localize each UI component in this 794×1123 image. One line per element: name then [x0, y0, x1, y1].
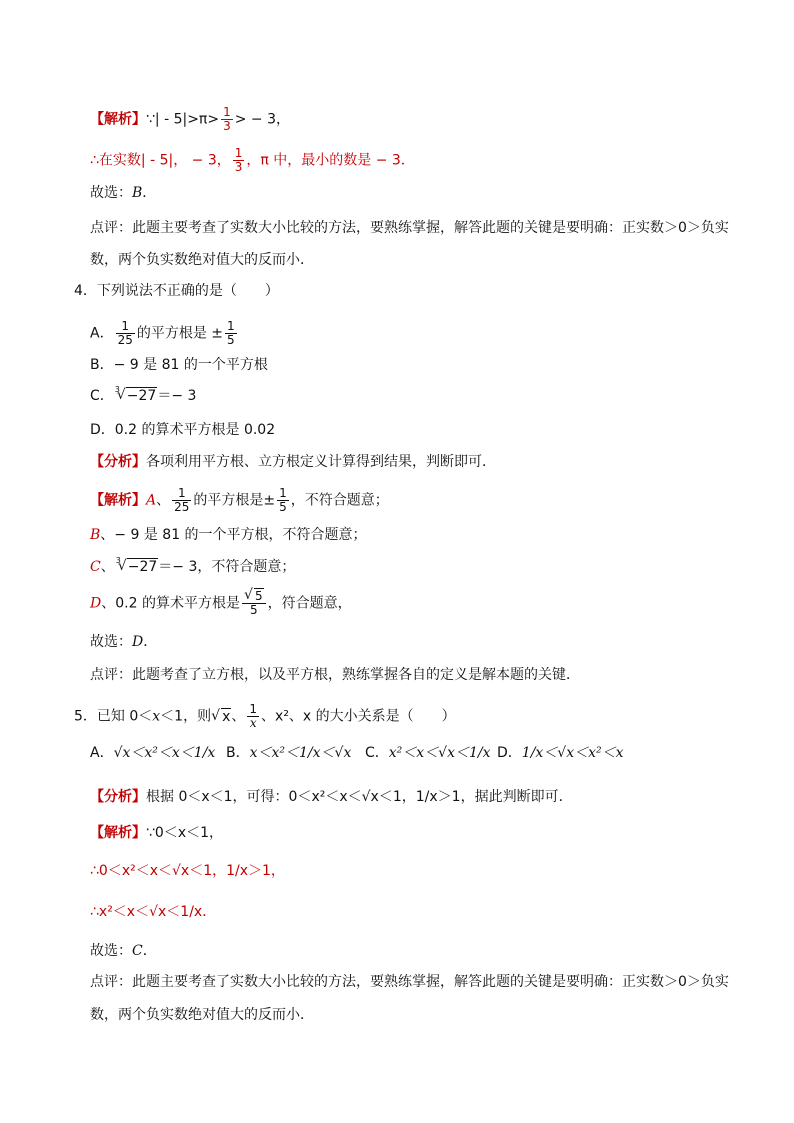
q3-conclusion-fraction: $\frac{1}{3}$ — [234, 146, 243, 174]
q4-comment: 点评：此题考查了立方根，以及平方根，熟练掌握各自的定义是解本题的关键． — [90, 667, 580, 683]
q3-conclusion-part1: ∴在实数| - 5|， − 3， — [90, 152, 231, 169]
q4-answer: 故选：D． — [90, 634, 158, 650]
analysis-tag: 【解析】 — [90, 111, 146, 128]
q4-solution-c: C、 √ 3 −27＝− 3，不符合题意； — [90, 557, 295, 577]
q5-option-b: B．x＜x²＜1/x＜√x — [226, 745, 352, 761]
q5-stem-fraction: $\frac{1}{x}$ — [249, 702, 258, 730]
q4-option-a-fraction2: $\frac{1}{5}$ — [227, 319, 235, 347]
q4-analysis: 【分析】各项利用平方根、立方根定义计算得到结果，判断即可． — [90, 454, 496, 470]
q4-option-a: A． $\frac{1}{25}$ 的平方根是 ± $\frac{1}{5}$ — [90, 319, 235, 347]
cube-root: √ 3 −27 — [115, 557, 159, 577]
q4-option-c: C． √ 3 −27＝− 3 — [90, 386, 196, 406]
q3-conclusion-line — [90, 147, 415, 174]
q3-analysis-fraction: $\frac{1}{3}$ — [223, 105, 231, 133]
q5-option-a: A．√x＜x²＜x＜1/x — [90, 745, 216, 761]
q5-comment-line1: 点评：此题主要考查了实数大小比较的方法，要熟练掌握，解答此题的关键是要明确：正实数＞0＞负实 — [90, 974, 729, 990]
cube-root: √ 3 −27 — [114, 386, 158, 406]
q4-solution-d: D、0.2 的算术平方根是 √ $\frac{5}{5}$ ，符合题意， — [90, 590, 352, 617]
q5-solution-line1: 【解析】∵0＜x＜1， — [90, 825, 224, 841]
q4-solution-a: 【解析】A、 $\frac{1}{25}$ 的平方根是± $\frac{1}{5}$ ，不符合题意； — [90, 486, 389, 514]
sqrt: √ x — [211, 707, 231, 727]
q3-comment-line1: 点评：此题主要考查了实数大小比较的方法，要熟练掌握，解答此题的关键是要明确：正实数＞0＞负实 — [90, 220, 729, 236]
q5-option-d: D．1/x＜√x＜x²＜x — [497, 745, 624, 761]
q5-solution-line3: ∴x²＜x＜√x＜1/x． — [90, 904, 217, 920]
q5-solution-line2: ∴0＜x²＜x＜√x＜1，1/x＞1， — [90, 863, 285, 879]
q5-option-c: C．x²＜x＜√x＜1/x — [365, 745, 491, 761]
q4-solution-a-fraction2: $\frac{1}{5}$ — [279, 486, 287, 514]
q3-analysis-line — [90, 106, 290, 133]
q5-analysis: 【分析】根据 0＜x＜1，可得：0＜x²＜x＜√x＜1，1/x＞1，据此判断即可． — [90, 789, 573, 805]
q3-analysis-part2: > − 3， — [234, 111, 291, 128]
q3-conclusion-part2: ，π 中，最小的数是 − 3． — [246, 152, 415, 169]
q4-option-a-fraction: $\frac{1}{25}$ — [117, 319, 133, 347]
q4-option-d: D．0.2 的算术平方根是 0.02 — [90, 422, 276, 438]
q4-solution-a-fraction: $\frac{1}{25}$ — [174, 486, 190, 514]
q5-answer: 故选：C． — [90, 943, 157, 959]
q4-solution-d-fraction: √ $\frac{5}{5}$ — [242, 590, 266, 617]
q5-stem: 5．已知 0＜x＜1，则√ x、 $\frac{1}{x}$ 、x²、x 的大小关系是（ ） — [74, 703, 456, 730]
q4-stem: 4．下列说法不正确的是（ ） — [74, 283, 279, 299]
q4-option-b: B．− 9 是 81 的一个平方根 — [90, 357, 268, 373]
q3-answer: 故选：B． — [90, 185, 157, 201]
q3-analysis-part1: ∵| - 5|>π> — [146, 111, 220, 128]
q3-comment-line2: 数，两个负实数绝对值大的反而小． — [90, 252, 314, 268]
q5-comment-line2: 数，两个负实数绝对值大的反而小． — [90, 1007, 314, 1023]
q4-solution-b: B、− 9 是 81 的一个平方根，不符合题意； — [90, 527, 367, 543]
sqrt: √ 5 — [244, 590, 264, 603]
